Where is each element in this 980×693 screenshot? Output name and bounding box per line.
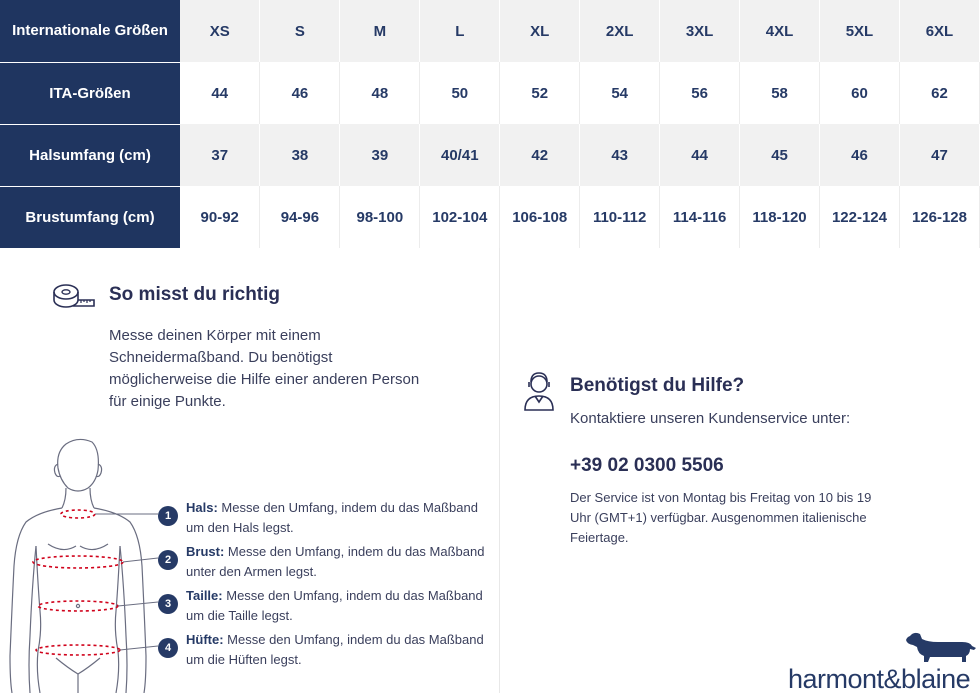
size-cell: 38 [260, 124, 340, 186]
step-description: Messe den Umfang, indem du das Maßband um die Taille legst. [186, 588, 483, 623]
size-cell: 110-112 [580, 186, 660, 248]
support-agent-icon [522, 370, 556, 412]
brand-logo[interactable]: harmont&blaine [788, 664, 971, 693]
size-cell: 43 [580, 124, 660, 186]
size-cell: 122-124 [820, 186, 900, 248]
step-description: Messe den Umfang, indem du das Maßband um den Hals legst. [186, 500, 478, 535]
step-number: 1 [158, 506, 178, 526]
size-table [0, 0, 980, 249]
section-divider [499, 248, 500, 693]
step-number: 4 [158, 638, 178, 658]
step-text [186, 630, 486, 670]
size-cell: 50 [420, 62, 500, 124]
size-cell: 102-104 [420, 186, 500, 248]
size-cell: 48 [340, 62, 420, 124]
step-label: Hüfte: [186, 632, 224, 647]
size-cell: 98-100 [340, 186, 420, 248]
size-cell: 44 [180, 62, 260, 124]
size-cell: 42 [500, 124, 580, 186]
size-cell: 2XL [580, 0, 660, 62]
row-ita-sizes [0, 62, 980, 124]
step-label: Brust: [186, 544, 225, 559]
step-description: Messe den Umfang, indem du das Maßband unter den Armen legst. [186, 544, 485, 579]
size-cell: 126-128 [899, 186, 979, 248]
size-cell: 46 [260, 62, 340, 124]
size-cell: 37 [180, 124, 260, 186]
size-cell: 62 [899, 62, 979, 124]
row-neck [0, 124, 980, 186]
size-cell: 106-108 [500, 186, 580, 248]
step-number: 3 [158, 594, 178, 614]
help-hours: Der Service ist von Montag bis Freitag von 10 bis 19 Uhr (GMT+1) verfügbar. Ausgenommen italienische Feiertage. [570, 490, 872, 545]
size-cell: 58 [740, 62, 820, 124]
size-cell: 114-116 [660, 186, 740, 248]
row-chest [0, 186, 980, 248]
size-cell: 44 [660, 124, 740, 186]
step-number: 2 [158, 550, 178, 570]
size-cell: 90-92 [180, 186, 260, 248]
size-cell: 46 [820, 124, 900, 186]
row-header: Halsumfang (cm) [0, 124, 180, 186]
step-text [186, 542, 486, 582]
size-cell: 118-120 [740, 186, 820, 248]
size-cell: XS [180, 0, 260, 62]
size-cell: 4XL [740, 0, 820, 62]
size-cell: 47 [899, 124, 979, 186]
row-header: ITA-Größen [0, 62, 180, 124]
size-cell: 39 [340, 124, 420, 186]
size-cell: 40/41 [420, 124, 500, 186]
step-description: Messe den Umfang, indem du das Maßband um die Hüften legst. [186, 632, 484, 667]
size-cell: 3XL [660, 0, 740, 62]
size-cell: 54 [580, 62, 660, 124]
row-header: Brustumfang (cm) [0, 186, 180, 248]
row-international-sizes [0, 0, 980, 62]
measure-title: So misst du richtig [109, 284, 281, 305]
size-cell: M [340, 0, 420, 62]
size-cell: 45 [740, 124, 820, 186]
help-text: Kontaktiere unseren Kundenservice unter: [570, 410, 851, 427]
step-text [186, 498, 486, 538]
body-figure [8, 436, 158, 693]
size-cell: 56 [660, 62, 740, 124]
row-header: Internationale Größen [0, 0, 180, 62]
size-cell: XL [500, 0, 580, 62]
help-title: Benötigst du Hilfe? [570, 375, 745, 396]
size-cell: L [420, 0, 500, 62]
size-cell: 52 [500, 62, 580, 124]
size-cell: 60 [820, 62, 900, 124]
step-text [186, 586, 486, 626]
step-label: Taille: [186, 588, 223, 603]
size-cell: 6XL [899, 0, 979, 62]
size-cell: S [260, 0, 340, 62]
help-phone[interactable]: +39 02 0300 5506 [570, 455, 724, 476]
size-cell: 94-96 [260, 186, 340, 248]
measure-description: Messe deinen Körper mit einem Schneidermaßband. Du benötigst möglicherweise die Hilfe einer anderen Person für einige Punkte. [109, 327, 420, 410]
tape-measure-icon [53, 283, 95, 309]
size-cell: 5XL [820, 0, 900, 62]
dachshund-icon [904, 630, 978, 666]
step-label: Hals: [186, 500, 218, 515]
